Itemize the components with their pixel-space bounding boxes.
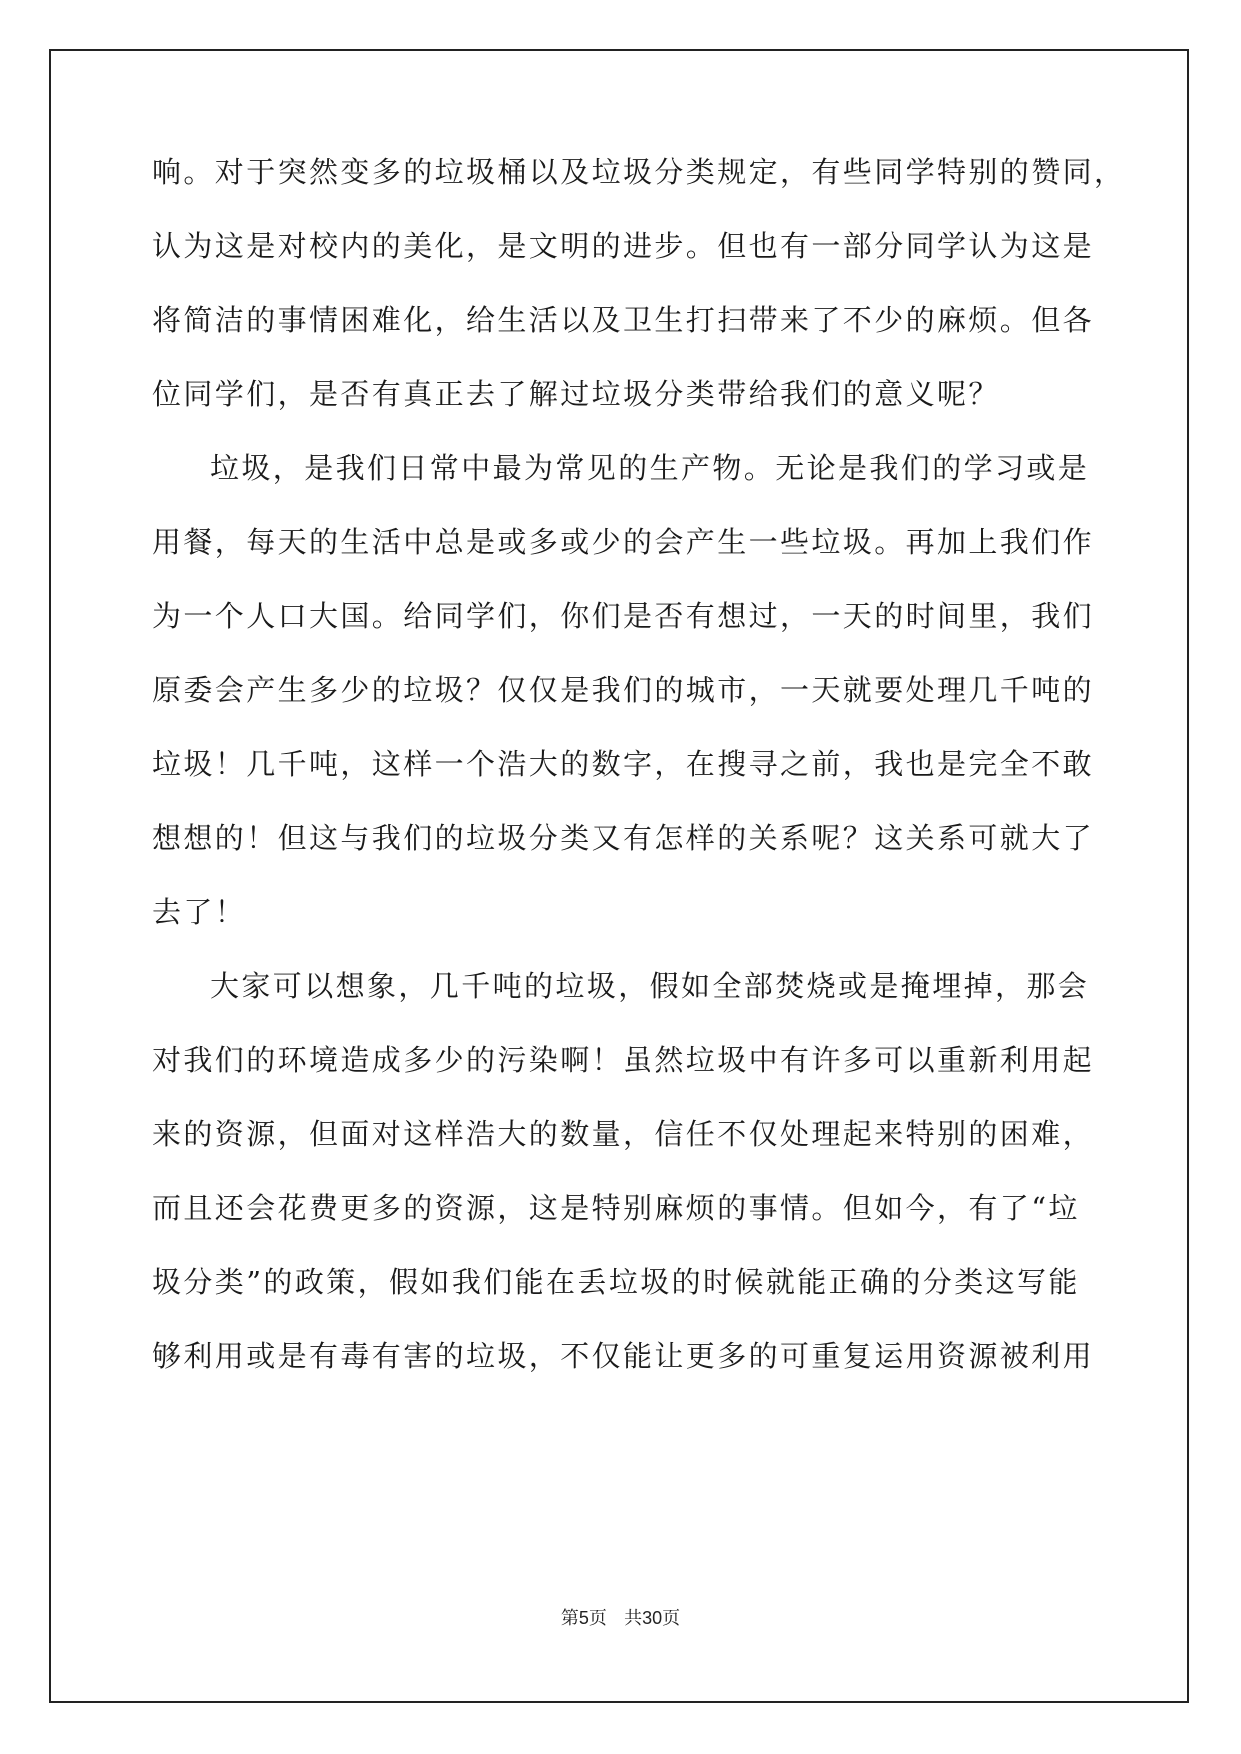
page-footer: [0, 1604, 1241, 1630]
text-line: 想想的！但这与我们的垃圾分类又有怎样的关系呢？这关系可就大了: [152, 821, 1095, 855]
text-line: 为一个人口大国。给同学们，你们是否有想过，一天的时间里，我们: [152, 599, 1095, 633]
total-pages-number: 30: [642, 1608, 663, 1628]
text-line: 认为这是对校内的美化，是文明的进步。但也有一部分同学认为这是: [152, 229, 1095, 263]
footer-total-prefix: 共: [624, 1608, 643, 1629]
text-line: 对我们的环境造成多少的污染啊！虽然垃圾中有许多可以重新利用起: [152, 1043, 1095, 1077]
text-line: 去了！: [152, 895, 247, 929]
footer-page-unit: 页: [588, 1608, 607, 1629]
footer-prefix: 第: [560, 1608, 579, 1629]
text-line: 将简洁的事情困难化，给生活以及卫生打扫带来了不少的麻烦。但各: [152, 303, 1095, 337]
text-line: 用餐，每天的生活中总是或多或少的会产生一些垃圾。再加上我们作: [152, 525, 1095, 559]
text-line: 原委会产生多少的垃圾？仅仅是我们的城市，一天就要处理几千吨的: [152, 673, 1095, 707]
text-line: 位同学们，是否有真正去了解过垃圾分类带给我们的意义呢？: [152, 377, 1000, 411]
text-line: 圾分类”的政策，假如我们能在丢垃圾的时候就能正确的分类这写能: [152, 1265, 1080, 1299]
current-page-number: 5: [578, 1608, 589, 1628]
paragraph-first-line: 大家可以想象，几千吨的垃圾，假如全部焚烧或是掩埋掉，那会: [210, 969, 1090, 1003]
text-line: 垃圾！几千吨，这样一个浩大的数字，在搜寻之前，我也是完全不敢: [152, 747, 1095, 781]
footer-total-unit: 页: [662, 1608, 681, 1629]
text-line: 响。对于突然变多的垃圾桶以及垃圾分类规定，有些同学特别的赞同，: [152, 155, 1126, 189]
text-line: 够利用或是有毒有害的垃圾，不仅能让更多的可重复运用资源被利用: [152, 1339, 1095, 1373]
text-line: 来的资源，但面对这样浩大的数量，信任不仅处理起来特别的困难，: [152, 1117, 1095, 1151]
paragraph-first-line: 垃圾，是我们日常中最为常见的生产物。无论是我们的学习或是: [210, 451, 1090, 485]
text-line: 而且还会花费更多的资源，这是特别麻烦的事情。但如今，有了“垃: [152, 1191, 1080, 1225]
